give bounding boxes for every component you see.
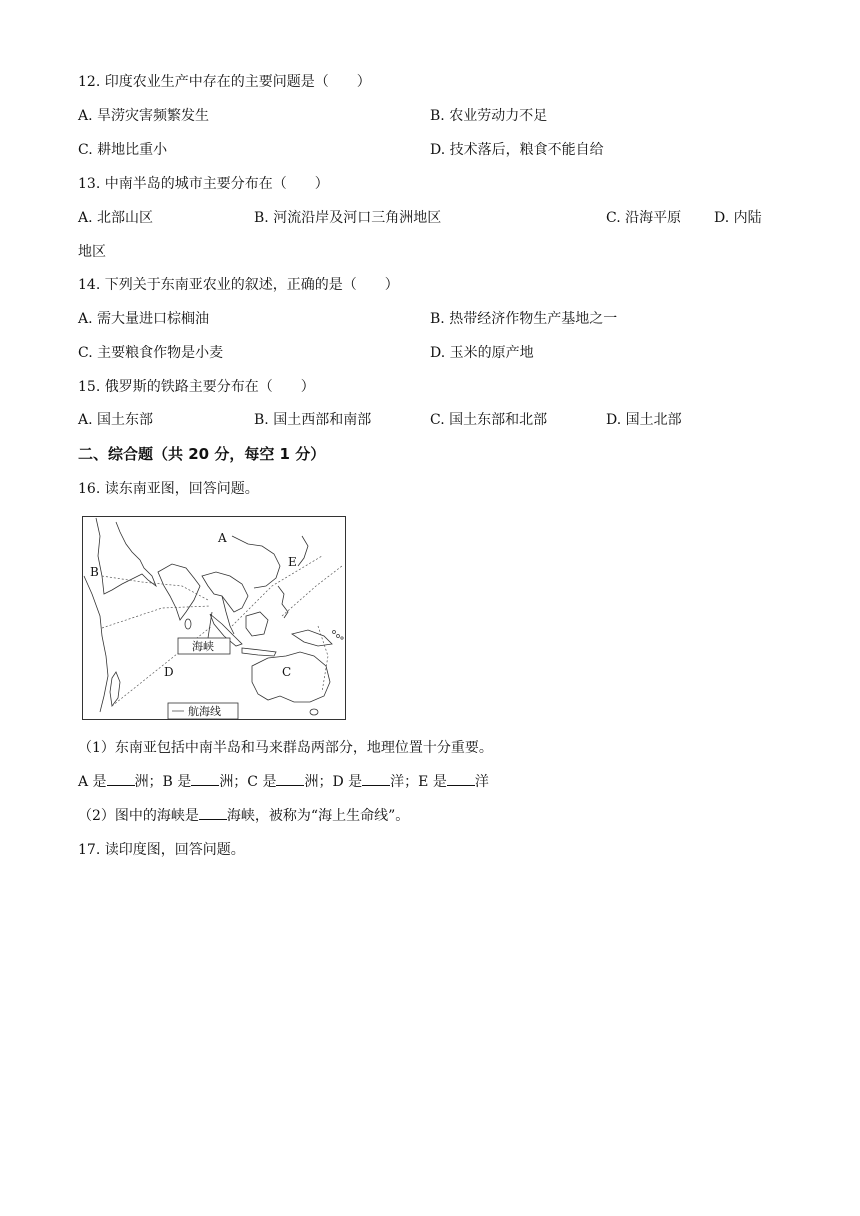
q16-part2 bbox=[78, 806, 409, 826]
q14-option-c: C. 主要粮食作物是小麦 bbox=[78, 345, 224, 361]
q12-stem: 12. 印度农业生产中存在的主要问题是（ ） bbox=[78, 74, 371, 90]
fill-b-prefix: 洲；B 是 bbox=[134, 774, 192, 790]
section-title: 二、综合题（共 20 分，每空 1 分） bbox=[78, 445, 326, 463]
label-d: D bbox=[164, 665, 174, 679]
q12-option-a: A. 旱涝灾害频繁发生 bbox=[78, 108, 210, 124]
q14-option-d: D. 玉米的原产地 bbox=[430, 345, 534, 361]
q17-stem: 17. 读印度图，回答问题。 bbox=[78, 842, 245, 858]
q15-stem: 15. 俄罗斯的铁路主要分布在（ ） bbox=[78, 379, 315, 395]
label-a: A bbox=[218, 531, 227, 545]
fill-c-prefix: 洲；C 是 bbox=[219, 774, 277, 790]
q14-stem: 14. 下列关于东南亚农业的叙述，正确的是（ ） bbox=[78, 277, 399, 293]
blank-strait[interactable] bbox=[199, 807, 227, 820]
blank-a[interactable] bbox=[107, 773, 135, 786]
label-e: E bbox=[288, 555, 297, 569]
blank-c[interactable] bbox=[276, 773, 304, 786]
q15-option-d: D. 国土北部 bbox=[606, 412, 682, 428]
fill-d-prefix: 洲；D 是 bbox=[304, 774, 363, 790]
q14-option-b: B. 热带经济作物生产基地之一 bbox=[430, 311, 618, 327]
q12-option-d: D. 技术落后，粮食不能自给 bbox=[430, 142, 604, 158]
blank-d[interactable] bbox=[362, 773, 390, 786]
fill-e-prefix: 洋；E 是 bbox=[390, 774, 447, 790]
q12-option-b: B. 农业劳动力不足 bbox=[430, 108, 548, 124]
strait-label: 海峡 bbox=[192, 640, 214, 653]
part2-prefix: （2）图中的海峡是 bbox=[78, 808, 199, 824]
blank-e[interactable] bbox=[447, 773, 475, 786]
fill-e-suffix: 洋 bbox=[474, 774, 489, 790]
q13-option-b: B. 河流沿岸及河口三角洲地区 bbox=[254, 210, 442, 226]
q16-stem: 16. 读东南亚图，回答问题。 bbox=[78, 481, 259, 497]
q12-option-c: C. 耕地比重小 bbox=[78, 142, 168, 158]
label-c: C bbox=[282, 665, 292, 679]
q16-part1-fill-line bbox=[78, 772, 489, 792]
map-figure bbox=[82, 516, 346, 720]
southeast-asia-map bbox=[82, 516, 346, 720]
q13-option-d-continued: 地区 bbox=[78, 244, 106, 260]
part2-suffix: 海峡，被称为“海上生命线”。 bbox=[226, 808, 410, 824]
blank-b[interactable] bbox=[191, 773, 219, 786]
q14-option-a: A. 需大量进口棕榈油 bbox=[78, 311, 210, 327]
q13-stem: 13. 中南半岛的城市主要分布在（ ） bbox=[78, 176, 329, 192]
q13-option-d: D. 内陆 bbox=[714, 210, 762, 226]
q15-option-b: B. 国土西部和南部 bbox=[254, 412, 372, 428]
map-frame bbox=[83, 517, 346, 720]
legend-label: 航海线 bbox=[188, 705, 221, 718]
label-b: B bbox=[90, 565, 99, 579]
q13-option-a: A. 北部山区 bbox=[78, 210, 154, 226]
q15-option-a: A. 国土东部 bbox=[78, 412, 154, 428]
q16-part1: （1）东南亚包括中南半岛和马来群岛两部分，地理位置十分重要。 bbox=[78, 740, 493, 756]
q13-option-c: C. 沿海平原 bbox=[606, 210, 682, 226]
q15-option-c: C. 国土东部和北部 bbox=[430, 412, 548, 428]
fill-a-prefix: A 是 bbox=[78, 774, 107, 790]
